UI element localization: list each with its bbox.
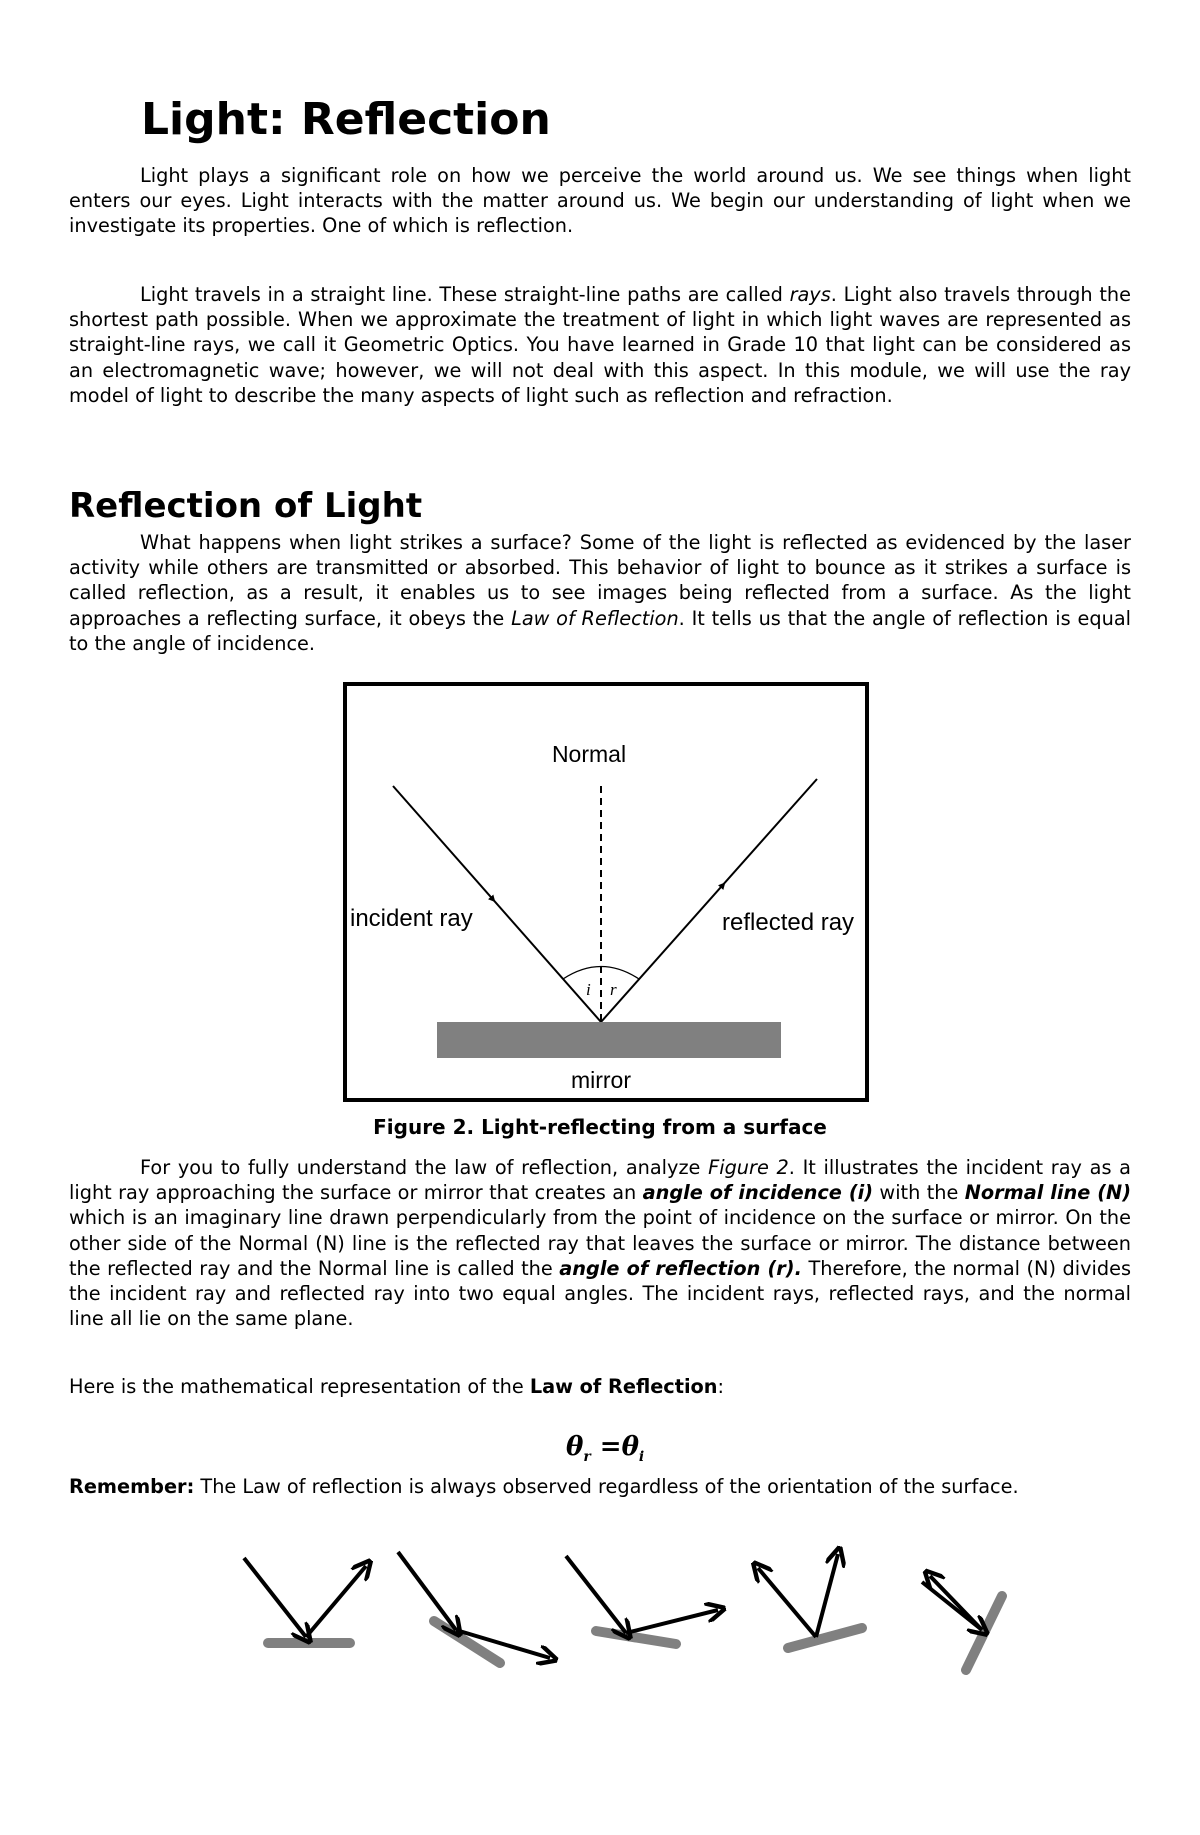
analysis-text-1: For you to fully understand the law of reflection, analyze [140,1156,709,1179]
example-3-slight-tilt [566,1556,718,1644]
law-colon: : [717,1375,725,1398]
example-4-tilted-up [758,1554,862,1648]
analysis-paragraph [69,1155,1131,1331]
equals-sign: = [590,1432,622,1462]
intro-paragraph-2 [69,282,1131,408]
theta-symbol-r: θ [566,1432,584,1462]
example-1-incident-arrow-icon [244,1558,306,1637]
example-2-tilted-down [398,1552,550,1663]
figure-reference: Figure 2 [708,1156,789,1179]
figure-caption: Figure 2. Light-reflecting from a surface [373,1115,827,1139]
mirror-label: mirror [570,1067,632,1093]
law-of-reflection-term: Law of Reflection [511,606,679,630]
analysis-text-3: . It illustrates the incident ray as a light ray approaching the surface or mirror that creates an [69,1156,1131,1205]
reflected-ray-label: reflected ray [722,909,855,936]
reflection-paragraph [69,530,1131,656]
mirror-surface [437,1022,781,1058]
example-3-mirror [596,1631,676,1644]
reflection-text-b: . It tells us that the angle of reflection is equal to the angle of incidence. [69,606,1131,655]
remember-text: The Law of reflection is always observed regardless of the orientation of the surface. [194,1475,1019,1498]
example-4-mirror [788,1628,862,1648]
example-4-incident-arrow-icon [758,1568,816,1637]
intro-p2-text-b: . Light also travels through the shortest path possible. When we approximate the treatment of light in which light waves are represented as straight-line rays, we call it Geometric Optics. You have learned in Grade 10 that light can be considered as an electromagnetic wave; however, we will not deal with this aspect. In this module, we will use the ray model of light to describe the many aspects of light such as reflection and refraction. [69,283,1131,407]
example-5-mirror [966,1596,1002,1670]
law-intro-text: Here is the mathematical representation of the [69,1375,530,1398]
page-title: Light: Reflection [141,94,551,145]
law-intro-paragraph [69,1374,1131,1399]
theta-symbol-i: θ [621,1432,639,1462]
law-equation [566,1432,644,1465]
section-heading: Reflection of Light [69,486,423,526]
reflection-text-a: What happens when light strikes a surface? Some of the light is reflected as evidenced by the laser activity while others are transmitted or absorbed. This behavior of light to bounce as it strikes a surface is called reflection, as a result, it enables us to see images being reflected from a surface. As the light approaches a reflecting surface, it obeys the [69,531,1131,630]
intro-paragraph-1: Light plays a significant role on how we perceive the world around us. We see things when light enters our eyes. Light interacts with the matter around us. We begin our understanding of light when we investigate its properties. One of which is reflection. [69,164,1131,238]
angle-of-incidence-term: angle of incidence (i) [642,1181,874,1205]
analysis-text-9: Therefore, the normal (N) divides the incident ray and reflected ray into two equal angles. The incident rays, reflected rays, and the normal line all lie on the same plane. [69,1256,1131,1331]
angle-r-label: r [610,980,617,999]
example-3-incident-arrow-icon [566,1556,626,1633]
example-5-reflected-arrow-icon [930,1576,982,1630]
example-1-reflected-arrow-icon [306,1566,366,1637]
example-5-steep [922,1576,1002,1670]
normal-line-term: Normal line (N) [964,1181,1132,1205]
remember-paragraph [69,1474,1131,1499]
subscript-i: i [638,1449,645,1466]
law-name: Law of Reflection [529,1375,718,1398]
orientation-examples [230,1530,1030,1700]
analysis-text-5: with the [873,1181,965,1205]
angle-i-label: i [586,980,591,999]
rays-term: rays [789,283,831,306]
example-2-incident-arrow-icon [398,1552,456,1630]
example-3-reflected-arrow-icon [626,1610,718,1633]
subscript-r: r [583,1449,591,1466]
example-4-reflected-arrow-icon [816,1554,838,1637]
incident-ray-label: incident ray [350,905,473,932]
intro-p2-text-a: Light travels in a straight line. These straight-line paths are called [140,283,790,306]
example-1-horizontal [244,1558,366,1643]
reflection-diagram [343,682,869,1102]
normal-label: Normal [551,741,627,767]
analysis-text-7: which is an imaginary line drawn perpendicularly from the point of incidence on the surface or mirror. On the other side of the Normal (N) line is the reflected ray that leaves the surface or mirror. The distance between the reflected ray and the Normal line is called the [69,1206,1131,1280]
remember-label: Remember: [69,1475,195,1498]
angle-of-reflection-term: angle of reflection (r). [559,1256,802,1280]
